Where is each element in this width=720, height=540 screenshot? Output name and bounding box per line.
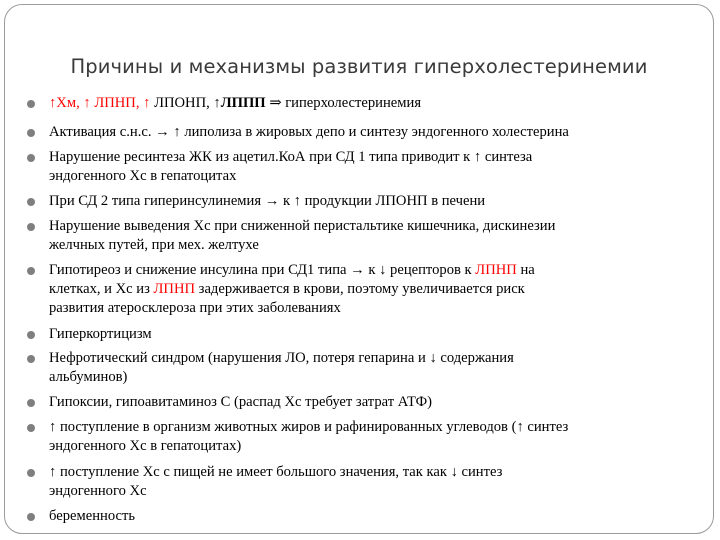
text-line: Нефротический синдром (нарушения ЛО, потеря гепарина и ↓ содержания (49, 350, 514, 366)
text-segment: ЛППП (220, 95, 266, 111)
bullet-icon (27, 424, 35, 432)
text-line: При СД 2 типа гиперинсулинемия → к ↑ продукции ЛПОНП в печени (49, 193, 486, 209)
text-line (49, 280, 535, 299)
list-item-text (49, 148, 532, 186)
list-item-text (49, 349, 514, 387)
list-item-text (49, 217, 555, 255)
text-line: ↑ поступление в организм животных жиров и рафинированных углеводов (↑ синтез (49, 419, 569, 435)
list-item-text (49, 192, 485, 211)
list-item-text (49, 261, 535, 318)
text-segment: развития атеросклероза при этих заболеваниях (49, 300, 341, 316)
list-item-text (49, 123, 569, 142)
list-item-text (49, 325, 152, 344)
list-item-text (49, 393, 432, 412)
text-line: беременность (49, 508, 135, 524)
text-line: альбуминов) (49, 369, 128, 385)
bullet-icon (27, 267, 35, 275)
bullet-icon (27, 129, 35, 137)
text-segment: ЛПНП (475, 262, 517, 278)
text-segment: ⇒ гиперхолестеринемия (265, 95, 422, 111)
text-line (49, 261, 535, 280)
bullet-icon (27, 198, 35, 206)
text-line: Гипоксии, гипоавитаминоз С (распад Хс требует затрат АТФ) (49, 394, 433, 410)
slide-title: Причины и механизмы развития гиперхолестеринемии (70, 55, 648, 78)
list-item-text (49, 94, 421, 113)
list-item-text (49, 463, 502, 501)
bullet-icon (27, 331, 35, 339)
text-line (49, 299, 535, 318)
text-segment: клетках, и Хс из (49, 281, 154, 297)
text-segment: задерживается в крови, поэтому увеличивается риск (195, 281, 525, 297)
bullet-icon (27, 469, 35, 477)
text-line: Нарушение ресинтеза ЖК из ацетил.КоА при СД 1 типа приводит к ↑ синтеза (49, 149, 533, 165)
text-line: Гиперкортицизм (49, 326, 152, 342)
text-line: Нарушение выведения Хс при сниженной перистальтике кишечника, дискинезии (49, 218, 556, 234)
bullet-icon (27, 154, 35, 162)
text-line: ↑ поступление Хс с пищей не имеет большого значения, так как ↓ синтез (49, 464, 503, 480)
text-segment: ↑Хм, ↑ ЛПНП, ↑ (49, 95, 155, 111)
text-line: эндогенного Хс в гепатоцитах (49, 168, 237, 184)
list-item-text (49, 418, 568, 456)
text-segment: ЛПОНП, ↑ (154, 95, 221, 111)
bullet-icon (27, 355, 35, 363)
text-line: эндогенного Хс (49, 483, 147, 499)
text-segment: на (516, 262, 535, 278)
bullet-icon (27, 399, 35, 407)
bullet-icon (27, 223, 35, 231)
list-item-text (49, 507, 135, 526)
bullet-icon (27, 100, 35, 108)
text-segment: ЛПНП (153, 281, 196, 297)
text-line: желчных путей, при мех. желтухе (49, 237, 259, 253)
text-line: Активация с.н.с. → ↑ липолиза в жировых депо и синтезу эндогенного холестерина (49, 124, 569, 140)
slide (4, 4, 714, 534)
text-segment: Гипотиреоз и снижение инсулина при СД1 типа → к ↓ рецепторов к (49, 262, 476, 278)
bullet-icon (27, 513, 35, 521)
text-line: эндогенного Хс в гепатоцитах) (49, 438, 242, 454)
